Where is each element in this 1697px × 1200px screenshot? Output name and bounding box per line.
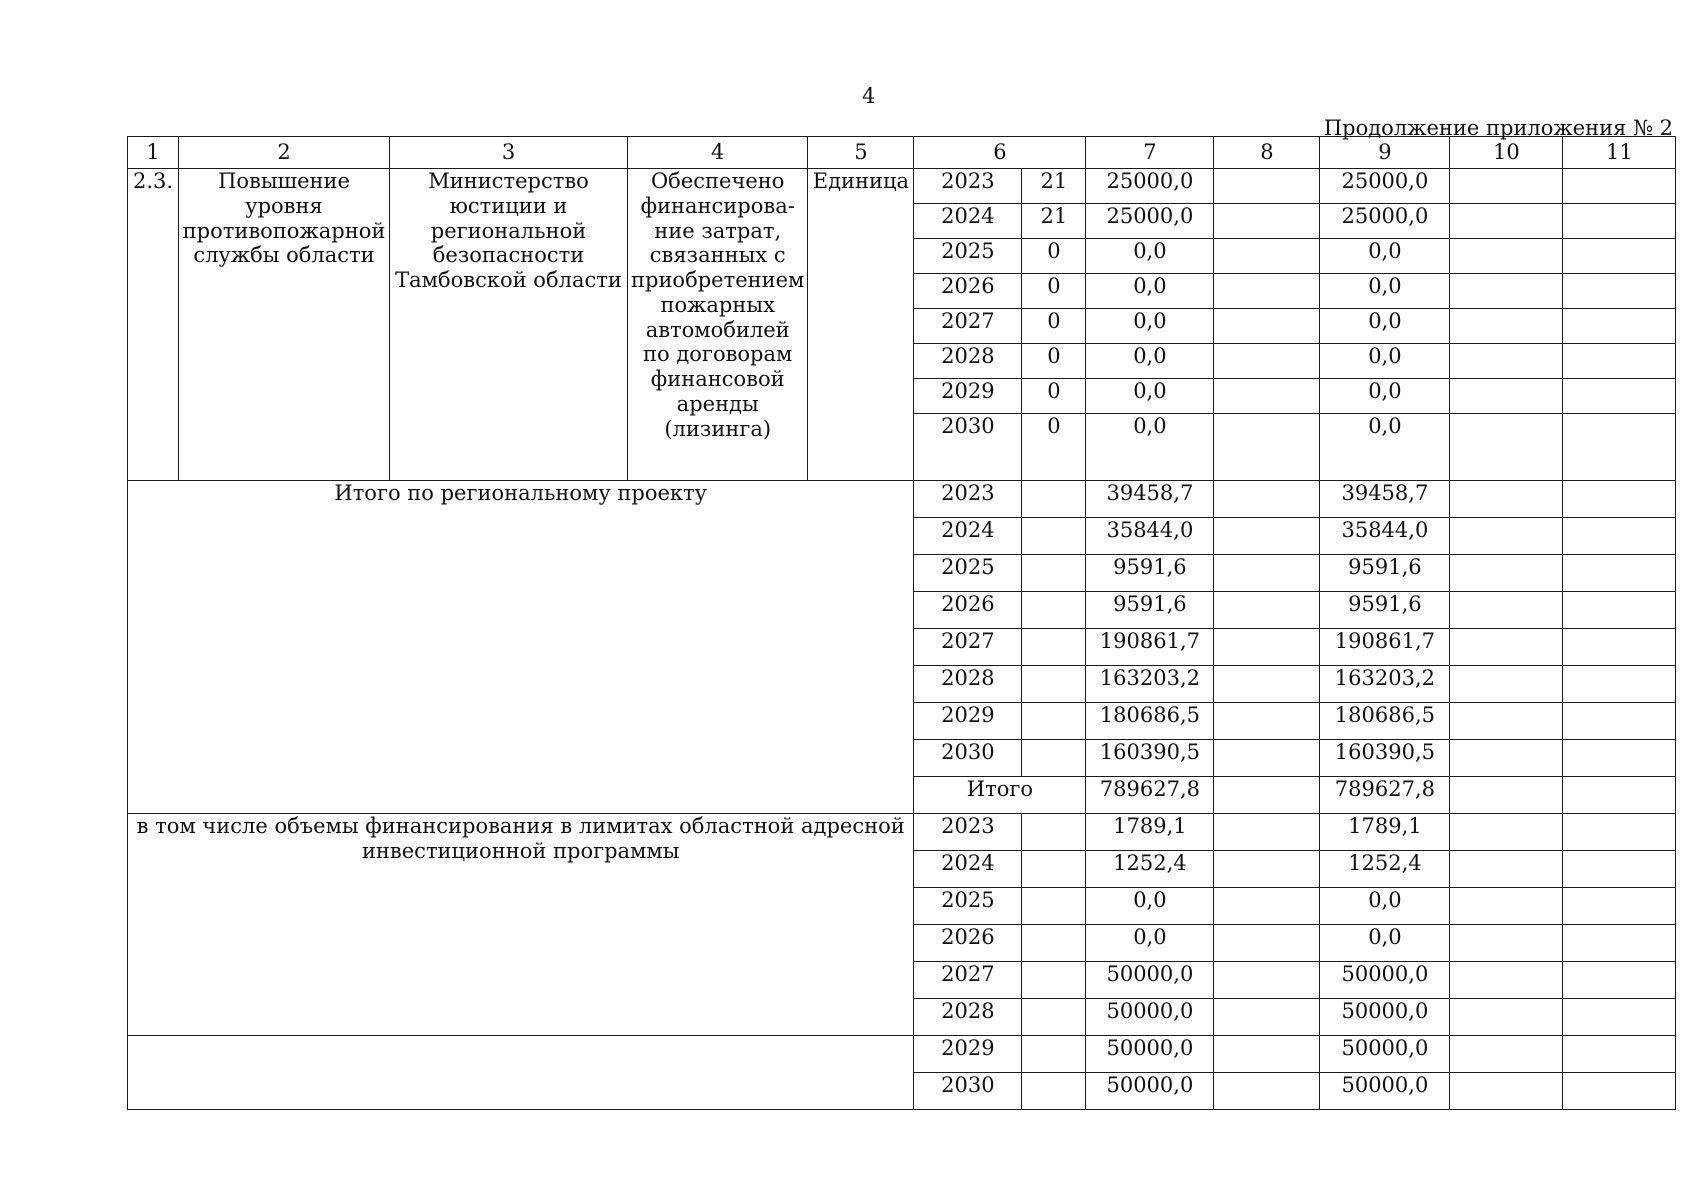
col10-cell	[1450, 629, 1563, 666]
col7-cell: 25000,0	[1086, 204, 1214, 239]
col11-cell	[1563, 592, 1676, 629]
col7-cell: 0,0	[1086, 344, 1214, 379]
quantity-cell: 21	[1022, 169, 1086, 204]
col8-cell	[1214, 1073, 1320, 1110]
col8-cell	[1214, 851, 1320, 888]
quantity-cell: 0	[1022, 239, 1086, 274]
year-cell: 2024	[914, 204, 1022, 239]
page-number: 4	[862, 84, 876, 108]
col8-cell	[1214, 344, 1320, 379]
col11-cell	[1563, 344, 1676, 379]
quantity-cell	[1022, 851, 1086, 888]
col11-cell	[1563, 814, 1676, 851]
column-header: 3	[390, 137, 628, 169]
year-cell: 2026	[914, 592, 1022, 629]
col10-cell	[1450, 925, 1563, 962]
col11-cell	[1563, 851, 1676, 888]
col9-cell: 25000,0	[1320, 204, 1450, 239]
col9-cell: 9591,6	[1320, 592, 1450, 629]
col9-cell: 789627,8	[1320, 777, 1450, 814]
col10-cell	[1450, 274, 1563, 309]
year-cell: 2023	[914, 481, 1022, 518]
empty-cell	[128, 1036, 914, 1110]
col7-cell: 180686,5	[1086, 703, 1214, 740]
column-header: 6	[914, 137, 1086, 169]
col9-cell: 1789,1	[1320, 814, 1450, 851]
col10-cell	[1450, 555, 1563, 592]
quantity-cell	[1022, 999, 1086, 1036]
year-cell: 2029	[914, 379, 1022, 414]
col8-cell	[1214, 740, 1320, 777]
col7-cell: 0,0	[1086, 888, 1214, 925]
col10-cell	[1450, 169, 1563, 204]
col11-cell	[1563, 925, 1676, 962]
col9-cell: 163203,2	[1320, 666, 1450, 703]
col9-cell: 0,0	[1320, 309, 1450, 344]
col9-cell: 190861,7	[1320, 629, 1450, 666]
col9-cell: 25000,0	[1320, 169, 1450, 204]
col8-cell	[1214, 518, 1320, 555]
col11-cell	[1563, 239, 1676, 274]
col8-cell	[1214, 629, 1320, 666]
col8-cell	[1214, 814, 1320, 851]
quantity-cell	[1022, 888, 1086, 925]
col9-cell: 0,0	[1320, 888, 1450, 925]
col11-cell	[1563, 379, 1676, 414]
col9-cell: 0,0	[1320, 344, 1450, 379]
col7-cell: 163203,2	[1086, 666, 1214, 703]
col9-cell: 1252,4	[1320, 851, 1450, 888]
year-cell: 2028	[914, 999, 1022, 1036]
col10-cell	[1450, 414, 1563, 481]
col10-cell	[1450, 999, 1563, 1036]
col9-cell: 160390,5	[1320, 740, 1450, 777]
col11-cell	[1563, 309, 1676, 344]
column-header: 1	[128, 137, 179, 169]
col8-cell	[1214, 666, 1320, 703]
quantity-cell: 0	[1022, 379, 1086, 414]
column-header: 7	[1086, 137, 1214, 169]
col9-cell: 50000,0	[1320, 999, 1450, 1036]
col8-cell	[1214, 962, 1320, 999]
col9-cell: 50000,0	[1320, 1073, 1450, 1110]
table-row	[128, 1036, 1676, 1073]
quantity-cell: 21	[1022, 204, 1086, 239]
col8-cell	[1214, 925, 1320, 962]
year-cell: 2023	[914, 169, 1022, 204]
year-cell: 2024	[914, 851, 1022, 888]
year-cell: 2029	[914, 1036, 1022, 1073]
col7-cell: 9591,6	[1086, 555, 1214, 592]
col8-cell	[1214, 414, 1320, 481]
col10-cell	[1450, 239, 1563, 274]
quantity-cell	[1022, 814, 1086, 851]
quantity-cell: 0	[1022, 344, 1086, 379]
quantity-cell: 0	[1022, 274, 1086, 309]
col11-cell	[1563, 204, 1676, 239]
column-header: 5	[808, 137, 914, 169]
year-cell: 2030	[914, 1073, 1022, 1110]
quantity-cell	[1022, 1036, 1086, 1073]
col7-cell: 0,0	[1086, 414, 1214, 481]
col11-cell	[1563, 999, 1676, 1036]
col7-cell: 1789,1	[1086, 814, 1214, 851]
col9-cell: 0,0	[1320, 379, 1450, 414]
item-number: 2.3.	[128, 169, 179, 481]
table-row	[128, 814, 1676, 851]
col7-cell: 190861,7	[1086, 629, 1214, 666]
quantity-cell	[1022, 666, 1086, 703]
col8-cell	[1214, 777, 1320, 814]
year-cell: 2028	[914, 666, 1022, 703]
total-label: Итого	[914, 777, 1086, 814]
quantity-cell: 0	[1022, 414, 1086, 481]
col11-cell	[1563, 740, 1676, 777]
col9-cell: 180686,5	[1320, 703, 1450, 740]
col10-cell	[1450, 888, 1563, 925]
col8-cell	[1214, 481, 1320, 518]
item-indicator: Обеспечено финансирова-ние затрат, связанных с приобретением пожарных автомобилей по договорам финансовой аренды (лизинга)	[628, 169, 808, 481]
quantity-cell	[1022, 629, 1086, 666]
col10-cell	[1450, 703, 1563, 740]
col9-cell: 39458,7	[1320, 481, 1450, 518]
year-cell: 2028	[914, 344, 1022, 379]
quantity-cell	[1022, 555, 1086, 592]
year-cell: 2030	[914, 740, 1022, 777]
col11-cell	[1563, 274, 1676, 309]
col11-cell	[1563, 777, 1676, 814]
col7-cell: 50000,0	[1086, 1036, 1214, 1073]
col11-cell	[1563, 629, 1676, 666]
year-cell: 2025	[914, 555, 1022, 592]
col7-cell: 25000,0	[1086, 169, 1214, 204]
col8-cell	[1214, 592, 1320, 629]
col10-cell	[1450, 666, 1563, 703]
col7-cell: 0,0	[1086, 239, 1214, 274]
col10-cell	[1450, 344, 1563, 379]
col11-cell	[1563, 518, 1676, 555]
column-header: 2	[179, 137, 390, 169]
col8-cell	[1214, 309, 1320, 344]
col7-cell: 0,0	[1086, 274, 1214, 309]
col11-cell	[1563, 555, 1676, 592]
year-cell: 2026	[914, 274, 1022, 309]
col10-cell	[1450, 592, 1563, 629]
col7-cell: 1252,4	[1086, 851, 1214, 888]
col9-cell: 0,0	[1320, 414, 1450, 481]
col10-cell	[1450, 962, 1563, 999]
appendix-caption: Продолжение приложения № 2	[1323, 116, 1673, 140]
col9-cell: 35844,0	[1320, 518, 1450, 555]
col11-cell	[1563, 414, 1676, 481]
col7-cell: 0,0	[1086, 309, 1214, 344]
col11-cell	[1563, 962, 1676, 999]
col8-cell	[1214, 888, 1320, 925]
year-cell: 2023	[914, 814, 1022, 851]
quantity-cell	[1022, 925, 1086, 962]
col10-cell	[1450, 1036, 1563, 1073]
col10-cell	[1450, 204, 1563, 239]
col11-cell	[1563, 1036, 1676, 1073]
col8-cell	[1214, 239, 1320, 274]
col10-cell	[1450, 851, 1563, 888]
col7-cell: 0,0	[1086, 379, 1214, 414]
quantity-cell	[1022, 703, 1086, 740]
table-row	[128, 169, 1676, 204]
col10-cell	[1450, 814, 1563, 851]
item-unit: Единица	[808, 169, 914, 481]
col11-cell	[1563, 666, 1676, 703]
col10-cell	[1450, 379, 1563, 414]
col7-cell: 160390,5	[1086, 740, 1214, 777]
column-header: 4	[628, 137, 808, 169]
col8-cell	[1214, 999, 1320, 1036]
col8-cell	[1214, 169, 1320, 204]
year-cell: 2025	[914, 239, 1022, 274]
year-cell: 2024	[914, 518, 1022, 555]
col10-cell	[1450, 309, 1563, 344]
col7-cell: 50000,0	[1086, 1073, 1214, 1110]
col7-cell: 39458,7	[1086, 481, 1214, 518]
investment-label: в том числе объемы финансирования в лимитах областной адресной инвестиционной программы	[128, 814, 914, 1036]
column-numbers-row	[128, 137, 1676, 169]
year-cell: 2025	[914, 888, 1022, 925]
col11-cell	[1563, 1073, 1676, 1110]
col10-cell	[1450, 740, 1563, 777]
col8-cell	[1214, 274, 1320, 309]
table-row	[128, 481, 1676, 518]
total-project-label: Итого по региональному проекту	[128, 481, 914, 814]
col7-cell: 35844,0	[1086, 518, 1214, 555]
column-header: 9	[1320, 137, 1450, 169]
financing-table	[127, 136, 1676, 1110]
year-cell: 2030	[914, 414, 1022, 481]
col9-cell: 0,0	[1320, 274, 1450, 309]
quantity-cell	[1022, 592, 1086, 629]
col10-cell	[1450, 518, 1563, 555]
quantity-cell	[1022, 518, 1086, 555]
col9-cell: 0,0	[1320, 239, 1450, 274]
col8-cell	[1214, 1036, 1320, 1073]
year-cell: 2029	[914, 703, 1022, 740]
col10-cell	[1450, 481, 1563, 518]
col7-cell: 9591,6	[1086, 592, 1214, 629]
col11-cell	[1563, 169, 1676, 204]
col11-cell	[1563, 888, 1676, 925]
item-executor: Министерство юстиции и региональной безопасности Тамбовской области	[390, 169, 628, 481]
quantity-cell	[1022, 740, 1086, 777]
col8-cell	[1214, 379, 1320, 414]
col8-cell	[1214, 703, 1320, 740]
quantity-cell	[1022, 1073, 1086, 1110]
col7-cell: 789627,8	[1086, 777, 1214, 814]
col9-cell: 50000,0	[1320, 1036, 1450, 1073]
col11-cell	[1563, 481, 1676, 518]
col7-cell: 50000,0	[1086, 962, 1214, 999]
col9-cell: 9591,6	[1320, 555, 1450, 592]
col8-cell	[1214, 555, 1320, 592]
quantity-cell	[1022, 962, 1086, 999]
column-header: 11	[1563, 137, 1676, 169]
year-cell: 2027	[914, 629, 1022, 666]
col7-cell: 50000,0	[1086, 999, 1214, 1036]
year-cell: 2027	[914, 962, 1022, 999]
item-name: Повышение уровня противопожарной службы области	[179, 169, 390, 481]
year-cell: 2026	[914, 925, 1022, 962]
quantity-cell: 0	[1022, 309, 1086, 344]
col9-cell: 0,0	[1320, 925, 1450, 962]
col7-cell: 0,0	[1086, 925, 1214, 962]
col9-cell: 50000,0	[1320, 962, 1450, 999]
col10-cell	[1450, 777, 1563, 814]
col11-cell	[1563, 703, 1676, 740]
year-cell: 2027	[914, 309, 1022, 344]
column-header: 8	[1214, 137, 1320, 169]
col8-cell	[1214, 204, 1320, 239]
col10-cell	[1450, 1073, 1563, 1110]
quantity-cell	[1022, 481, 1086, 518]
column-header: 10	[1450, 137, 1563, 169]
